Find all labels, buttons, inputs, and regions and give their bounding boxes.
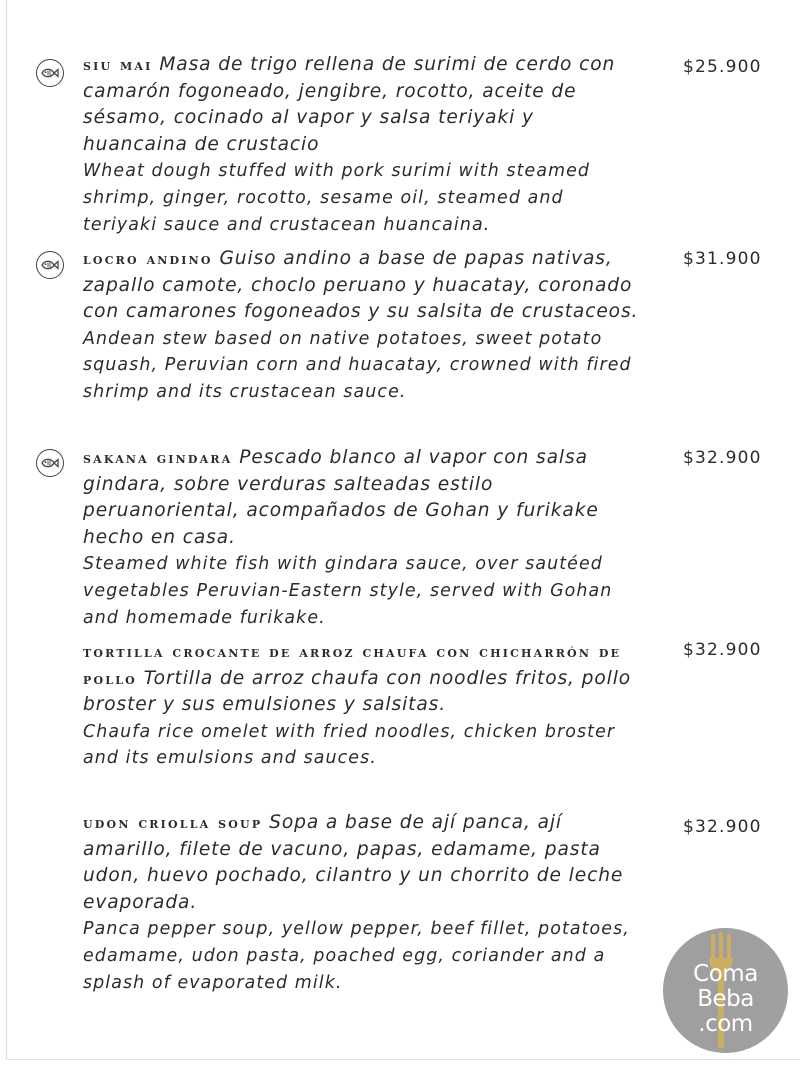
menu-item-price: $32.900 [683, 640, 762, 660]
menu-item-english: Panca pepper soup, yellow pepper, beef fillet, potatoes, edamame, udon pasta, poached egg, coriander and a splash of evaporated milk. [83, 919, 630, 993]
watermark-line-3: .com [698, 1011, 753, 1037]
menu-item-name: sakana gindara [83, 448, 233, 467]
menu-item-spanish: Guiso andino a base de papas nativas, zapallo camote, choclo peruano y huacatay, coronado con camarones fogoneados y su salsita de crustaceos. [83, 248, 639, 323]
menu-item-spanish: Tortilla de arroz chaufa con noodles fritos, pollo broster y sus emulsiones y salsitas. [83, 667, 632, 716]
menu-item-english: Andean stew based on native potatoes, sweet potato squash, Peruvian corn and huacatay, crowned with fired shrimp and its crustacean sauce. [83, 328, 632, 402]
menu-item-description [83, 639, 643, 772]
menu-item-name: locro andino [83, 249, 213, 268]
comabeba-watermark [663, 928, 788, 1053]
menu-item-english: Wheat dough stuffed with pork surimi with steamed shrimp, ginger, rocotto, sesame oil, steamed and teriyaki sauce and crustacean huancaina. [83, 161, 591, 235]
menu-item-spanish: Masa de trigo rellena de surimi de cerdo con camarón fogoneado, jengibre, rocotto, aceite de sésamo, cocinado al vapor y salsa teriyaki y huancaina de crustacio [83, 54, 616, 155]
page-border-left [6, 0, 7, 1060]
menu-item-english: Chaufa rice omelet with fried noodles, chicken broster and its emulsions and sauces. [83, 721, 616, 769]
fish-icon [36, 449, 64, 477]
menu-item-description [83, 52, 643, 238]
fish-icon [36, 59, 64, 87]
menu-item-spanish: Pescado blanco al vapor con salsa gindara, sobre verduras salteadas estilo peruanoriental, acompañados de Gohan y furikake hecho en casa. [83, 447, 599, 548]
watermark-line-2: Beba [697, 986, 754, 1012]
menu-item-name: tortilla crocante de arroz chaufa con chicharrón de pollo [83, 642, 622, 688]
menu-item-price: $25.900 [683, 57, 762, 77]
fish-icon [36, 251, 64, 279]
menu-item-name: siu mai [83, 55, 153, 74]
page-border-bottom [6, 1059, 800, 1060]
menu-item-description [83, 246, 643, 406]
menu-item-description [83, 810, 643, 996]
menu-item-spanish: Sopa a base de ají panca, ají amarillo, filete de vacuno, papas, edamame, pasta udon, huevo pochado, cilantro y un chorrito de leche evaporada. [83, 812, 624, 913]
menu-item-price: $32.900 [683, 448, 762, 468]
menu-item-name: udon criolla soup [83, 813, 263, 832]
menu-item-price: $32.900 [683, 817, 762, 837]
watermark-line-1: Coma [693, 961, 758, 987]
menu-item-description [83, 445, 643, 631]
menu-item-price: $31.900 [683, 249, 762, 269]
menu-item-english: Steamed white fish with gindara sauce, over sautéed vegetables Peruvian-Eastern style, served with Gohan and homemade furikake. [83, 554, 613, 628]
